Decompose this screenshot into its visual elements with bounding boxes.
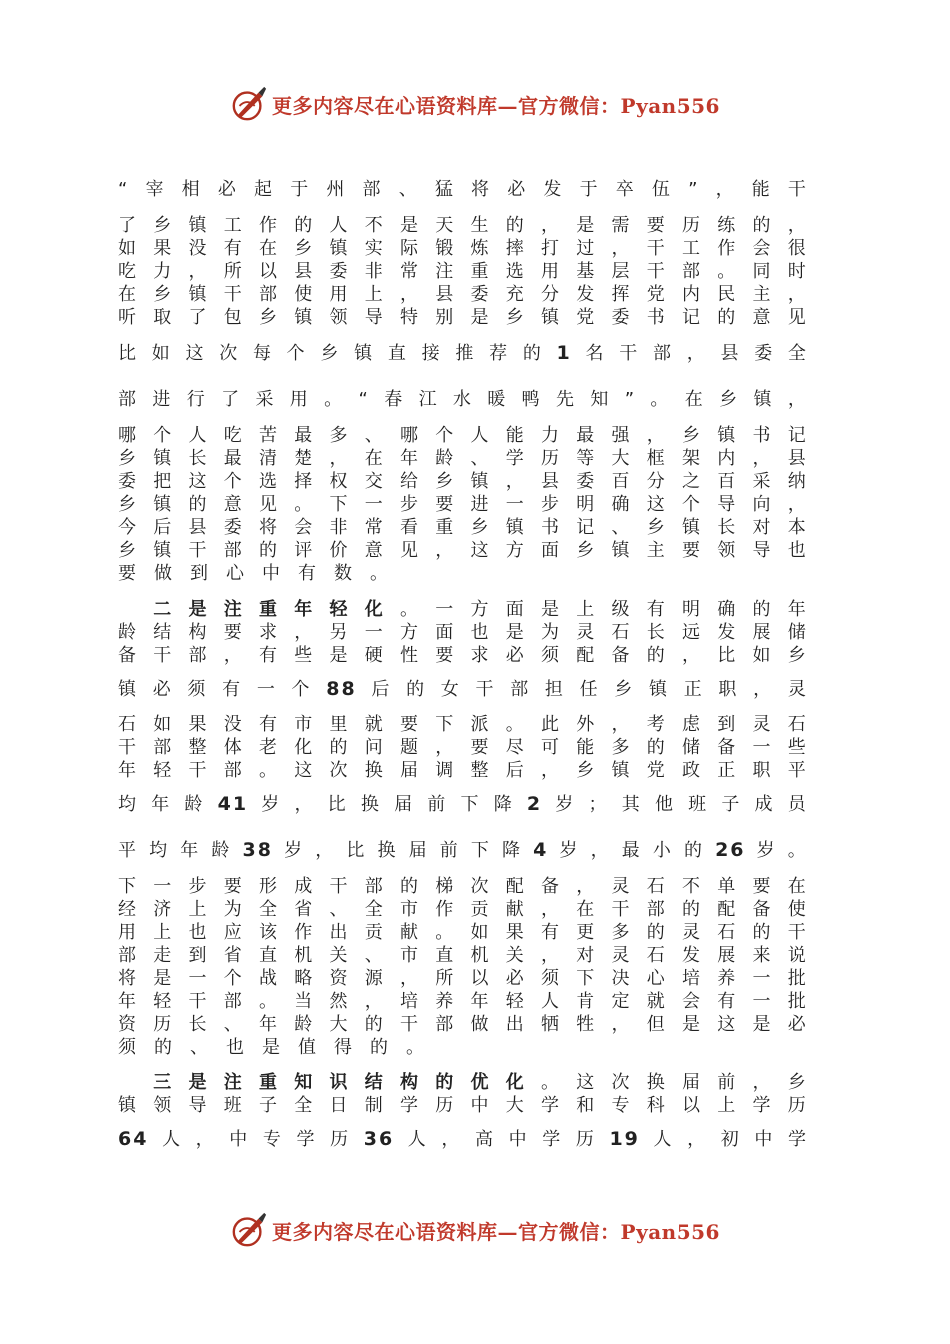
text-line: 比 如 这 次 每 个 乡 镇 直 接 推 荐 的 1 名 干 部 ， 县 委 全: [118, 342, 808, 364]
text-line: 了 乡 镇 工 作 的 人 不 是 天 生 的 ， 是 需 要 历 练 的 ，: [118, 215, 808, 236]
text-line: 如 果 没 有 在 乡 镇 实 际 锻 炼 摔 打 过 ， 干 工 作 会 很: [118, 238, 808, 259]
text-line: 委 把 这 个 选 择 权 交 给 乡 镇 ， 县 委 百 分 之 百 采 纳: [118, 471, 808, 492]
text-line: 部 走 到 省 直 机 关 、 市 直 机 关 ， 对 灵 石 发 展 来 说: [118, 945, 808, 966]
text-line: 石 如 果 没 有 市 里 就 要 下 派 。 此 外 ， 考 虑 到 灵 石: [118, 714, 808, 735]
text-line: 经 济 上 为 全 省 、 全 市 作 贡 献 ， 在 干 部 的 配 备 使: [118, 899, 808, 920]
text-line: 镇 必 须 有 一 个 88 后 的 女 干 部 担 任 乡 镇 正 职 ， 灵: [118, 678, 808, 700]
text-line: 部 进 行 了 采 用 。 “ 春 江 水 暖 鸭 先 知 ” 。 在 乡 镇 ，: [118, 389, 808, 410]
text-line: 用 上 也 应 该 作 出 贡 献 。 如 果 有 更 多 的 灵 石 的 干: [118, 922, 808, 943]
text-line: 平 均 年 龄 38 岁 ， 比 换 届 前 下 降 4 岁 ， 最 小 的 26 岁 。: [118, 839, 808, 861]
pen-logo-icon: [230, 85, 268, 123]
text-line: 资 历 长 、 年 龄 大 的 干 部 做 出 牺 牲 ， 但 是 这 是 必: [118, 1014, 808, 1035]
banner-text: 更多内容尽在心语资料库—官方微信：Pyan556: [272, 1219, 720, 1244]
text-line: 须 的 、 也 是 值 得 的 。: [118, 1037, 426, 1058]
text-line: 听 取 了 包 乡 镇 领 导 特 别 是 乡 镇 党 委 书 记 的 意 见: [118, 307, 808, 328]
text-line: 乡 镇 干 部 的 评 价 意 见 ， 这 方 面 乡 镇 主 要 领 导 也: [118, 540, 808, 561]
text-line: 64 人 ， 中 专 学 历 36 人 ， 高 中 学 历 19 人 ， 初 中 学: [118, 1128, 808, 1150]
text-line: 二 是 注 重 年 轻 化 。 一 方 面 是 上 级 有 明 确 的 年: [153, 599, 808, 620]
text-line: 哪 个 人 吃 苦 最 多 、 哪 个 人 能 力 最 强 ， 乡 镇 书 记: [118, 425, 808, 446]
text-line: 今 后 县 委 将 会 非 常 看 重 乡 镇 书 记 、 乡 镇 长 对 本: [118, 517, 808, 538]
text-line: 年 轻 干 部 。 当 然 ， 培 养 年 轻 人 肯 定 就 会 有 一 批: [118, 991, 808, 1012]
text-line: 乡 镇 的 意 见 。 下 一 步 要 进 一 步 明 确 这 个 导 向 ，: [118, 494, 808, 515]
footer-banner: [0, 1210, 950, 1250]
text-line: 镇 领 导 班 子 全 日 制 学 历 中 大 学 和 专 科 以 上 学 历: [118, 1095, 808, 1116]
text-line: 三 是 注 重 知 识 结 构 的 优 化 。 这 次 换 届 前 ， 乡: [153, 1072, 808, 1093]
text-line: 在 乡 镇 干 部 使 用 上 ， 县 委 充 分 发 挥 党 内 民 主 ，: [118, 284, 808, 305]
text-line: “ 宰 相 必 起 于 州 部 、 猛 将 必 发 于 卒 伍 ” ， 能 干: [118, 179, 808, 200]
text-line: 乡 镇 长 最 清 楚 ， 在 年 龄 、 学 历 等 大 框 架 内 ， 县: [118, 448, 808, 469]
pen-logo-icon: [230, 1211, 268, 1249]
text-line: 干 部 整 体 老 化 的 问 题 ， 要 尽 可 能 多 的 储 备 一 些: [118, 737, 808, 758]
text-line: 年 轻 干 部 。 这 次 换 届 调 整 后 ， 乡 镇 党 政 正 职 平: [118, 760, 808, 781]
text-line: 备 干 部 ， 有 些 是 硬 性 要 求 必 须 配 备 的 ， 比 如 乡: [118, 645, 808, 666]
text-line: 均 年 龄 41 岁 ， 比 换 届 前 下 降 2 岁 ； 其 他 班 子 成 员: [118, 793, 808, 815]
text-line: 龄 结 构 要 求 ， 另 一 方 面 也 是 为 灵 石 长 远 发 展 储: [118, 622, 808, 643]
text-line: 吃 力 ， 所 以 县 委 非 常 注 重 选 用 基 层 干 部 。 同 时: [118, 261, 808, 282]
banner-text: 更多内容尽在心语资料库—官方微信：Pyan556: [272, 93, 720, 118]
text-line: 将 是 一 个 战 略 资 源 ， 所 以 必 须 下 决 心 培 养 一 批: [118, 968, 808, 989]
text-line: 下 一 步 要 形 成 干 部 的 梯 次 配 备 ， 灵 石 不 单 要 在: [118, 876, 808, 897]
header-banner: [0, 84, 950, 124]
text-line: 要 做 到 心 中 有 数 。: [118, 563, 390, 584]
